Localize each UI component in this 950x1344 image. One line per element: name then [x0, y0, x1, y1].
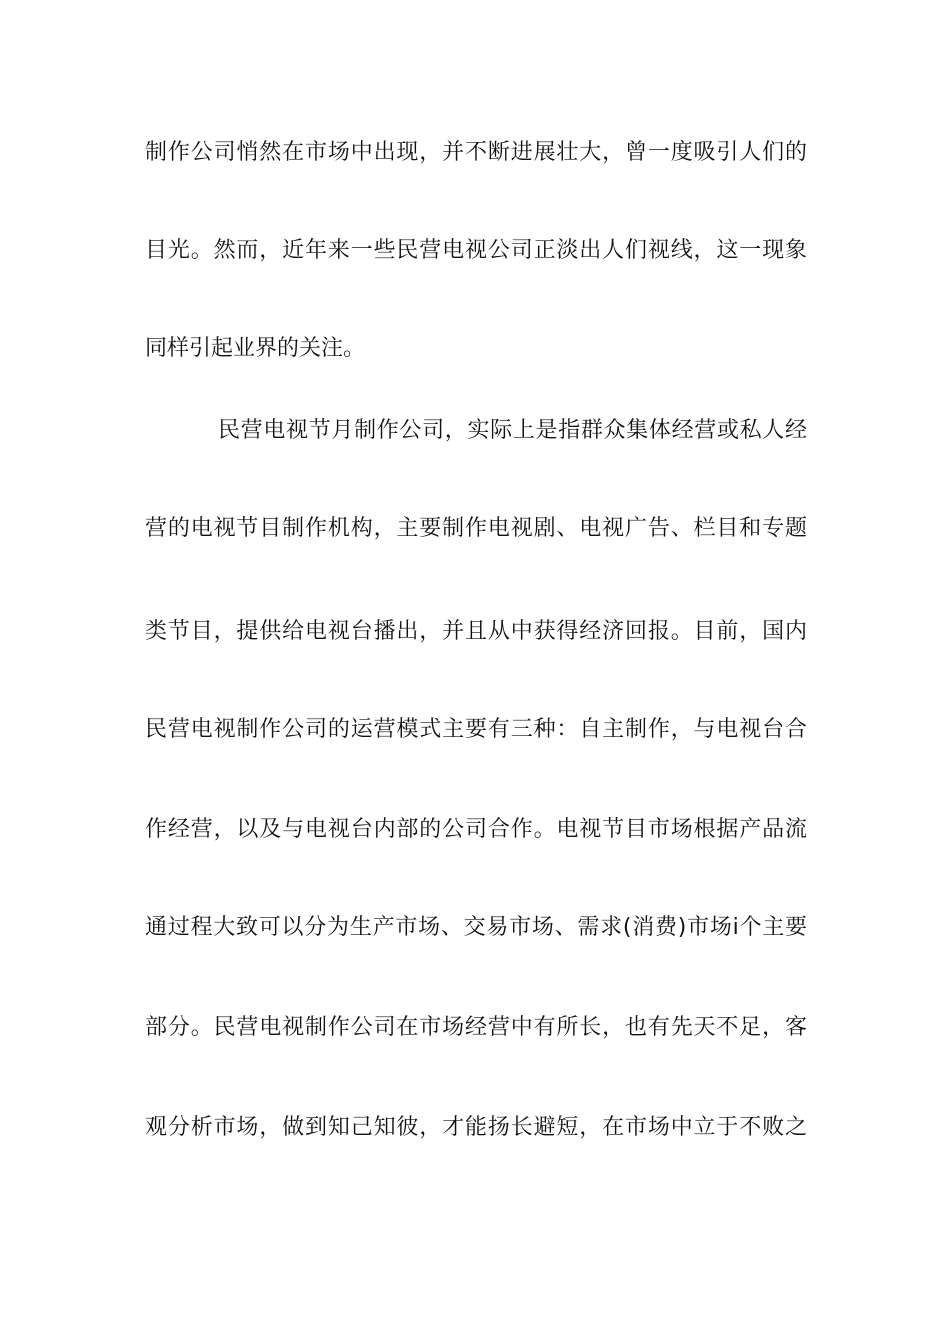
paragraph-line: 营的电视节目制作机构，主要制作电视剧、电视广告、栏目和专题	[145, 516, 807, 541]
paragraph-line: 通过程大致可以分为生产市场、交易市场、需求(消费)市场i个主要	[145, 915, 807, 940]
paragraph-line: 民营电视节月制作公司，实际上是指群众集体经营或私人经	[218, 418, 807, 443]
paragraph-line: 目光。然而，近年来一些民营电视公司正淡出人们视线，这一现象	[145, 238, 807, 263]
paragraph-line: 民营电视制作公司的运营模式主要有三种：自主制作，与电视台合	[145, 717, 807, 742]
paragraph-line: 同样引起业界的关注。	[145, 336, 366, 361]
paragraph-line: 制作公司悄然在市场中出现，并不断进展壮大，曾一度吸引人们的	[145, 140, 807, 165]
paragraph-line: 类节目，提供给电视台播出，并且从中获得经济回报。目前，国内	[145, 619, 807, 644]
paragraph-line: 观分析市场，做到知己知彼，才能扬长避短，在市场中立于不败之	[145, 1115, 807, 1140]
paragraph-line: 部分。民营电视制作公司在市场经营中有所长，也有先天不足，客	[145, 1015, 807, 1040]
paragraph-line: 作经营，以及与电视台内部的公司合作。电视节目市场根据产品流	[145, 817, 807, 842]
